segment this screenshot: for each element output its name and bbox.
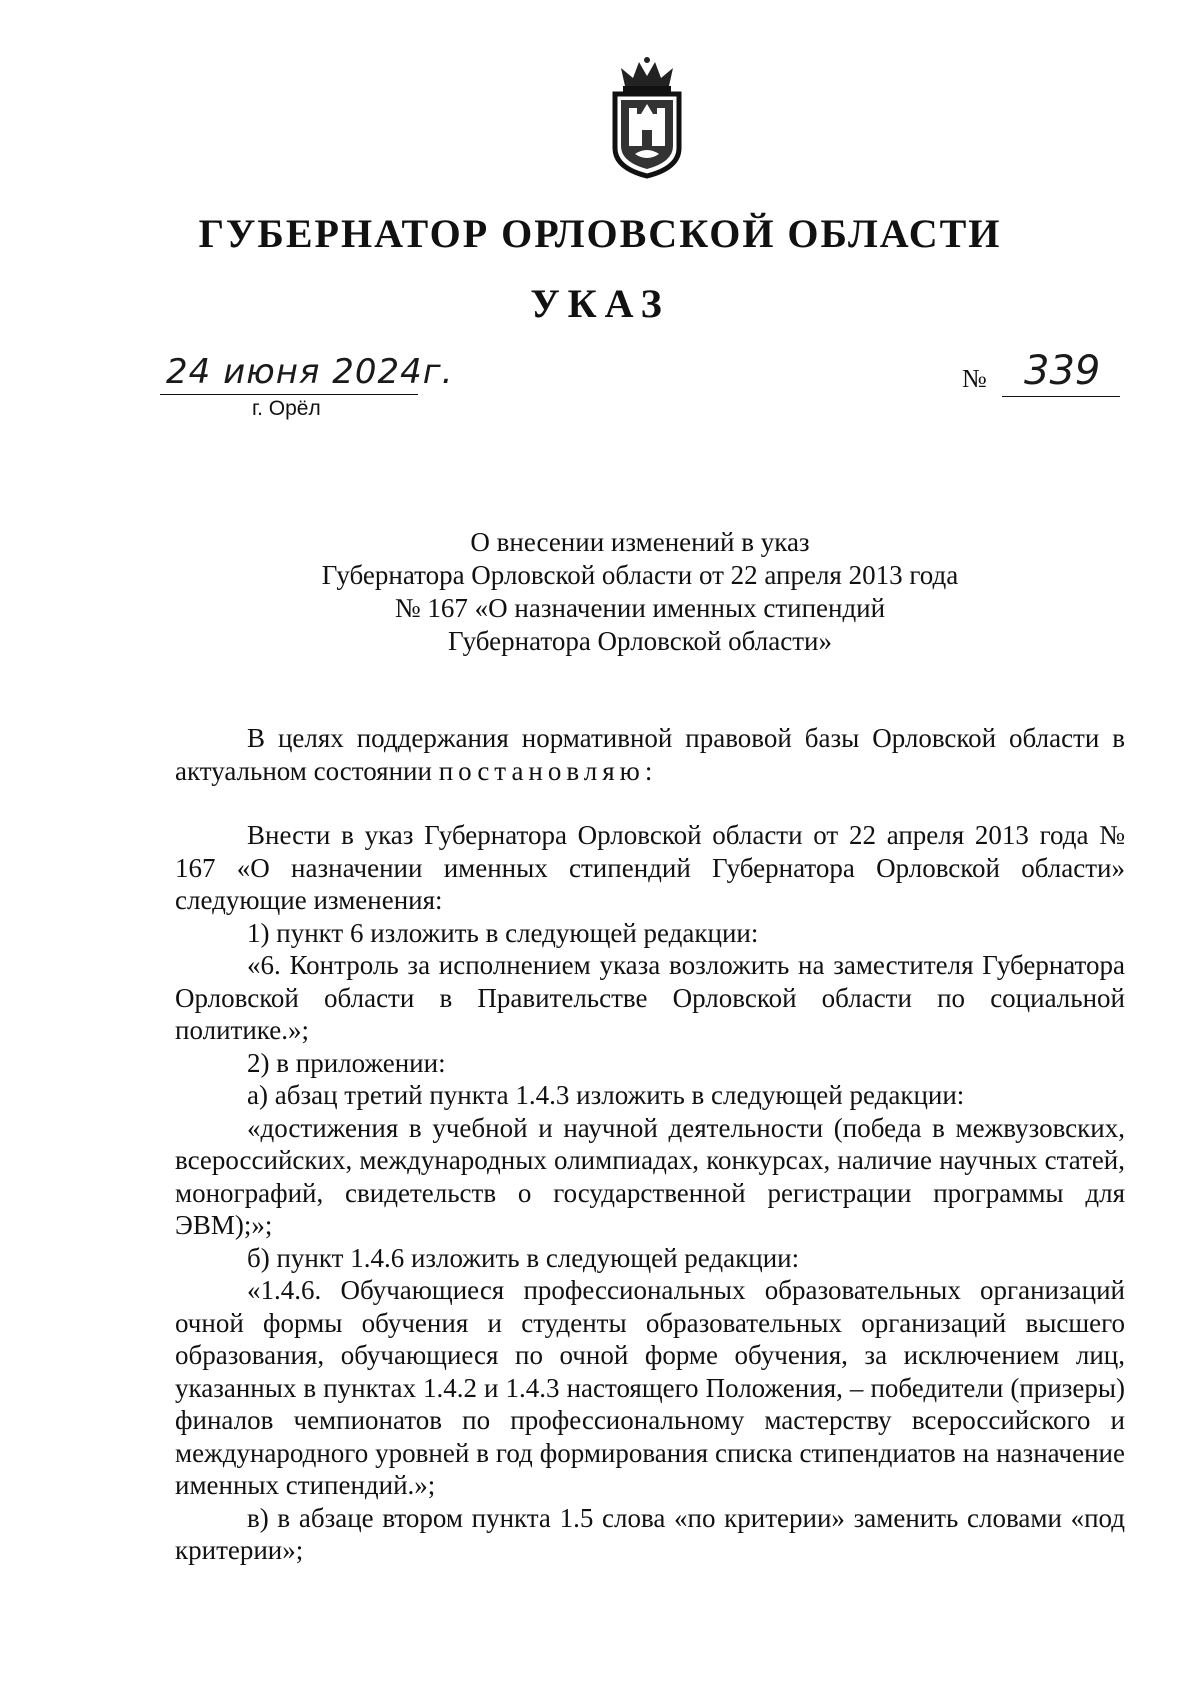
preamble-paragraph	[175, 722, 1125, 787]
date-underline	[160, 394, 418, 395]
city-label: г. Орёл	[252, 397, 321, 420]
subject-line: Губернатора Орловской области от 22 апреля 2013 года	[321, 560, 959, 590]
subject-line: Губернатора Орловской области»	[448, 626, 832, 656]
item-2b: б) пункт 1.4.6 изложить в следующей редакции:	[247, 1242, 800, 1273]
item-2b-text: «1.4.6. Обучающиеся профессиональных образовательных организаций очной формы обучения и студенты образовательных организаций высшего образования, обучающиеся по очной форме обучения, за исключением лиц, указанных в пунктах 1.4.2 и 1.4.3 настоящего Положения, – победители (призеры) финалов чемпионатов по профессиональному мастерству всероссийского и международного уровней в год формирования списка стипендиатов на назначение именных стипендий.»;	[175, 1275, 1125, 1500]
document-body	[175, 722, 1125, 1567]
issuing-authority-title: ГУБЕРНАТОР ОРЛОВСКОЙ ОБЛАСТИ	[198, 211, 1002, 256]
subject-line: О внесении изменений в указ	[470, 527, 810, 557]
item-2: 2) в приложении:	[247, 1047, 446, 1078]
item-1-text: «6. Контроль за исполнением указа возложить на заместителя Губернатора Орловской области в Правительстве Орловской области по социальной политике.»;	[175, 950, 1125, 1045]
subject-line: № 167 «О назначении именных стипендий	[394, 593, 886, 623]
document-type-heading: УКАЗ	[530, 281, 670, 326]
preamble-decree-word: постановляю:	[438, 755, 658, 786]
item-1: 1) пункт 6 изложить в следующей редакции:	[247, 917, 759, 948]
handwritten-date: 24 июня 2024г.	[166, 352, 454, 392]
item-2c: в) в абзаце втором пункта 1.5 слова «по критерии» заменить словами «под критерии»;	[175, 1502, 1125, 1565]
intro-paragraph: Внести в указ Губернатора Орловской области от 22 апреля 2013 года № 167 «О назначении именных стипендий Губернатора Орловской области» следующие изменения:	[175, 820, 1125, 915]
number-sign: №	[962, 364, 987, 393]
coat-of-arms-emblem	[601, 56, 693, 180]
handwritten-number: 339	[1024, 348, 1101, 394]
item-2a: а) абзац третий пункта 1.4.3 изложить в следующей редакции:	[247, 1080, 965, 1110]
document-subject	[160, 526, 1120, 658]
preamble-text: В целях поддержания нормативной правовой базы Орловской области в актуальном состоянии	[175, 723, 1125, 786]
number-underline	[1002, 396, 1120, 397]
item-2a-text: «достижения в учебной и научной деятельности (победа в межвузовских, всероссийских, международных олимпиадах, конкурсах, наличие научных статей, монографий, свидетельств о государственной регистрации программы для ЭВМ);»;	[175, 1112, 1125, 1240]
document-number-block	[962, 348, 1128, 400]
date-block	[160, 352, 490, 421]
